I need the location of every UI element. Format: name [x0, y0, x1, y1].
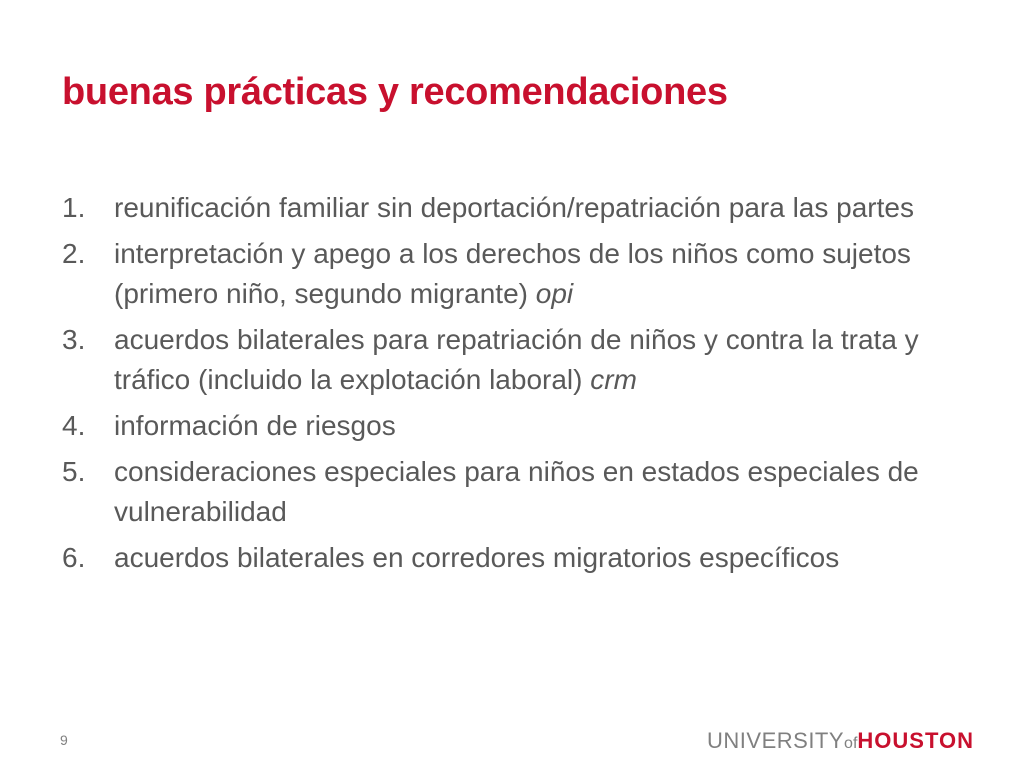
slide-title: buenas prácticas y recomendaciones — [62, 71, 728, 113]
logo-university-text: UNIVERSITY — [707, 728, 845, 753]
list-item-text — [114, 542, 839, 573]
list-item-body: interpretación y apego a los derechos de los niños como sujetos (primero niño, segundo migrante) — [114, 238, 911, 309]
list-item — [62, 452, 962, 532]
university-logo — [707, 728, 974, 754]
list-item-number: 2. — [62, 238, 86, 269]
list-item — [62, 406, 962, 446]
list-item-body: información de riesgos — [114, 410, 396, 441]
list-item-body: acuerdos bilaterales en corredores migratorios específicos — [114, 542, 840, 573]
list-item — [62, 538, 962, 578]
list-item-text — [114, 456, 919, 527]
list-item-text — [114, 324, 919, 395]
list-item-number: 1. — [62, 192, 86, 223]
list-item-number: 3. — [62, 324, 86, 355]
list-item-number: 6. — [62, 542, 86, 573]
list-item — [62, 188, 962, 228]
list-item-emphasis: crm — [590, 364, 637, 395]
page-number: 9 — [60, 732, 68, 748]
recommendations-list — [62, 188, 962, 584]
list-item-emphasis: opi — [535, 278, 574, 309]
list-item-body: consideraciones especiales para niños en estados especiales de vulnerabilidad — [114, 456, 919, 527]
list-item — [62, 234, 962, 314]
list-item-body: reunificación familiar sin deportación/repatriación para las partes — [114, 192, 914, 223]
list-item-number: 4. — [62, 410, 86, 441]
list-item-text — [114, 238, 911, 309]
list-item-number: 5. — [62, 456, 86, 487]
logo-houston-text: HOUSTON — [857, 728, 974, 753]
list-item — [62, 320, 962, 400]
list-item-text — [114, 410, 396, 441]
logo-of-text: of — [844, 735, 858, 752]
list-item-text — [114, 192, 914, 223]
list-item-body: acuerdos bilaterales para repatriación de niños y contra la trata y tráfico (incluido la explotación laboral) — [114, 324, 919, 395]
